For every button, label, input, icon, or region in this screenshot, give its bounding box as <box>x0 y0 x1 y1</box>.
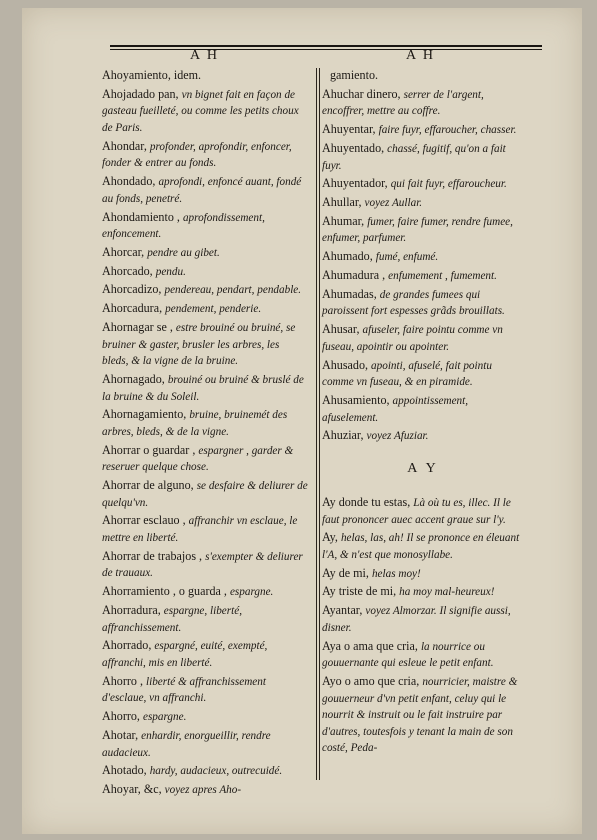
dictionary-entry <box>102 68 308 85</box>
dictionary-entry <box>102 782 308 799</box>
entry-headword: Ahumadura , <box>322 268 389 283</box>
entry-headword: Ahusamiento, <box>322 392 393 407</box>
entry-definition: bruine, bruinemét des arbres, bleds, & de la vigne. <box>102 409 288 438</box>
entry-definition: ha moy mal-heureux! <box>399 586 495 599</box>
entry-definition: helas, las, ah! Il se prononce en éleuant l'A, & n'est que monosyllabe. <box>322 532 520 561</box>
entry-definition: afuseler, faire pointu comme vn fuseau, apointir ou apointer. <box>322 324 503 353</box>
dictionary-entry <box>102 584 308 601</box>
entry-headword: Ahorrar de trabajos , <box>102 548 206 563</box>
entry-definition: voyez Afuziar. <box>366 430 429 443</box>
entry-headword: Ahorcar, <box>102 244 148 259</box>
entry-definition: espargne, liberté, affranchissement. <box>102 605 242 634</box>
entry-headword: Ahoyamiento, idem. <box>102 68 202 82</box>
entry-definition: qui fait fuyr, effaroucheur. <box>390 178 507 191</box>
entry-definition: voyez Almorzar. Il signifie aussi, disner. <box>322 605 511 634</box>
dictionary-entry <box>102 549 308 582</box>
entry-headword: Ahornagar se , <box>102 320 176 334</box>
dictionary-entry <box>102 87 308 137</box>
entry-definition: liberté & affranchissement d'esclaue, vn affranchi. <box>102 675 266 705</box>
dictionary-entry <box>322 584 524 601</box>
book-page <box>22 8 582 834</box>
dictionary-entry <box>102 264 308 281</box>
column-divider-double <box>319 68 320 780</box>
entry-headword: Ahuziar, <box>322 428 367 443</box>
entry-definition: aprofondissement, enfoncement. <box>102 211 265 241</box>
entry-definition: espargné, euité, exempté, affranchi, mis en liberté. <box>102 640 268 669</box>
dictionary-entry <box>322 495 524 528</box>
entry-definition: Là où tu es, illec. Il le faut prononcer auec accent graue sur l'y. <box>322 496 511 526</box>
entry-definition: hardy, audacieux, outrecuidé. <box>149 765 283 778</box>
dictionary-entry <box>102 407 308 440</box>
entry-headword: Ahuyentador, <box>322 176 391 191</box>
entry-definition: fumer, faire fumer, rendre fumee, enfumer, parfumer. <box>322 215 513 245</box>
dictionary-entry <box>102 763 308 780</box>
entry-headword: Ahumadas, <box>322 286 380 301</box>
entry-definition: appointissement, afuselement. <box>322 394 469 424</box>
entry-headword: Ahuyentar, <box>322 122 379 137</box>
entry-headword: Ahondar, <box>102 138 150 153</box>
dictionary-entry <box>102 709 308 726</box>
dictionary-entry <box>322 674 524 757</box>
entry-headword: Ahorro , <box>102 673 146 688</box>
header-rule-thin <box>110 49 542 50</box>
dictionary-entry <box>102 282 308 299</box>
entry-definition: enhardir, enorgueillir, rendre audacieux. <box>102 729 271 759</box>
entry-definition: chassé, fugitif, qu'on a fait fuyr. <box>322 142 506 172</box>
dictionary-entry <box>102 245 308 262</box>
entry-headword: Ayo o amo que cria, <box>322 673 423 688</box>
right-column <box>322 68 524 759</box>
dictionary-entry <box>102 320 308 370</box>
entry-definition: s'exempter & deliurer de trauaux. <box>102 550 303 580</box>
dictionary-entry <box>102 638 308 671</box>
dictionary-entry <box>102 174 308 207</box>
entry-headword: Ahullar, <box>322 195 365 210</box>
dictionary-entry <box>322 268 524 285</box>
entry-headword: Ahuchar dinero, <box>322 86 404 101</box>
running-head-right: A H <box>406 48 435 63</box>
section-title: A Y <box>407 460 439 476</box>
entry-headword: Ay, <box>322 530 341 545</box>
entry-definition: la nourrice ou gouuernante qui esleue le petit enfant. <box>322 640 494 670</box>
entry-definition: se desfaire & deliurer de quelqu'vn. <box>102 480 308 509</box>
dictionary-entry <box>322 287 524 320</box>
entry-definition: fumé, enfumé. <box>375 251 439 264</box>
running-head-left: A H <box>190 48 219 63</box>
entry-headword: Ay de mi, <box>322 565 372 580</box>
dictionary-entry <box>102 210 308 243</box>
dictionary-entry <box>102 513 308 546</box>
entry-headword: Ahojadado pan, <box>102 86 182 101</box>
left-column <box>102 68 308 801</box>
entry-headword: Ahotado, <box>102 763 150 778</box>
entry-definition: espargne. <box>229 586 274 599</box>
entry-headword: Ahondamiento , <box>102 209 183 224</box>
dictionary-entry <box>322 87 524 120</box>
dictionary-entry <box>322 358 524 391</box>
entry-headword: Aya o ama que cria, <box>322 638 421 653</box>
right-column-ay-entries <box>322 495 524 757</box>
dictionary-entry <box>102 603 308 636</box>
dictionary-entry <box>322 195 524 212</box>
entry-headword: Ahornagamiento, <box>102 407 190 422</box>
dictionary-entry <box>322 122 524 139</box>
entry-headword: Ahorramiento , o guarda , <box>102 584 230 599</box>
entry-headword: Ahorro, <box>102 709 143 724</box>
entry-definition: voyez Aullar. <box>364 197 423 210</box>
entry-definition: vn bignet fait en façon de gasteau fueilleté, ou comme les petits choux de Paris. <box>102 88 299 134</box>
entry-definition: estre brouiné ou bruiné, se bruiner & gaster, brusler les arbres, les bleds, & la vigne de la bruine. <box>102 322 296 368</box>
entry-definition: pendereau, pendart, pendable. <box>164 284 302 297</box>
entry-definition: pendre au gibet. <box>147 246 220 259</box>
dictionary-entry <box>322 176 524 193</box>
entry-headword: Ahorrar de alguno, <box>102 478 197 493</box>
entry-definition: voyez apres Aho- <box>164 784 242 797</box>
entry-definition: nourricier, maistre & gouuerneur d'vn petit enfant, celuy qui le nourrit & instruit ou le fait instruire par d'autres, toutesfois y tenant la main de son costé, Peda- <box>322 675 518 755</box>
entry-definition: enfumement , fumement. <box>388 270 497 283</box>
dictionary-entry <box>322 530 524 563</box>
dictionary-entry <box>322 639 524 672</box>
entry-headword: Ahorrar o guardar , <box>102 442 199 457</box>
entry-headword: Ahusar, <box>322 322 363 337</box>
dictionary-entry <box>102 372 308 405</box>
entry-headword: Ahorrar esclauo , <box>102 513 189 528</box>
entry-headword: Ahumar, <box>322 213 368 228</box>
entry-headword: Ayantar, <box>322 603 366 618</box>
dictionary-entry <box>102 478 308 511</box>
entry-headword: Ahotar, <box>102 727 142 742</box>
dictionary-entry <box>102 728 308 761</box>
entry-headword: Ay donde tu estas, <box>322 494 414 509</box>
dictionary-entry <box>102 301 308 318</box>
entry-definition: affranchir vn esclaue, le mettre en liberté. <box>102 515 298 545</box>
dictionary-entry <box>322 322 524 355</box>
entry-headword: Ahoyar, &c, <box>102 782 165 797</box>
entry-headword: Ahorcado, <box>102 263 156 278</box>
entry-headword: Ahorcadizo, <box>102 282 165 297</box>
entry-headword: gamiento. <box>330 68 379 82</box>
column-divider <box>316 68 317 780</box>
dictionary-entry <box>322 393 524 426</box>
dictionary-entry <box>102 443 308 476</box>
entry-definition: aprofondi, enfoncé auant, fondé au fonds, penetré. <box>102 176 302 205</box>
dictionary-entry <box>322 428 524 445</box>
entry-definition: apointi, afuselé, fait pointu comme vn fuseau, & en piramide. <box>322 359 492 389</box>
dictionary-entry <box>322 249 524 266</box>
header-rule-thick <box>110 45 542 47</box>
entry-definition: espargner , garder & reseruer quelque chose. <box>102 444 294 474</box>
entry-definition: espargne. <box>142 711 187 724</box>
dictionary-entry <box>322 214 524 247</box>
entry-headword: Ahorcadura, <box>102 301 166 316</box>
entry-definition: pendement, penderie. <box>165 303 262 316</box>
entry-definition: profonder, aprofondir, enfoncer, fonder & entrer au fonds. <box>102 140 292 170</box>
entry-headword: Ahorradura, <box>102 603 164 617</box>
entry-headword: Ahuyentado, <box>322 140 388 155</box>
dictionary-entry <box>322 603 524 636</box>
entry-definition: faire fuyr, effaroucher, chasser. <box>378 124 517 137</box>
entry-headword: Ahumado, <box>322 249 376 264</box>
entry-definition: pendu. <box>155 265 186 278</box>
dictionary-entry <box>322 141 524 174</box>
entry-headword: Ahorrado, <box>102 638 155 653</box>
dictionary-entry <box>322 566 524 583</box>
entry-headword: Ahusado, <box>322 357 372 372</box>
entry-headword: Ay triste de mi, <box>322 584 400 599</box>
entry-headword: Ahornagado, <box>102 371 168 386</box>
entry-definition: helas moy! <box>371 567 421 580</box>
entry-headword: Ahondado, <box>102 174 159 189</box>
right-column-ah-entries <box>322 68 524 445</box>
entry-definition: brouiné ou bruiné & bruslé de la bruine & du Soleil. <box>102 373 304 403</box>
dictionary-entry <box>322 68 524 85</box>
dictionary-entry <box>102 674 308 707</box>
dictionary-entry <box>102 139 308 172</box>
entry-definition: serrer de l'argent, encoffrer, mettre au coffre. <box>322 88 484 118</box>
entry-definition: de grandes fumees qui paroissent fort espesses grãds brouillats. <box>322 288 505 318</box>
